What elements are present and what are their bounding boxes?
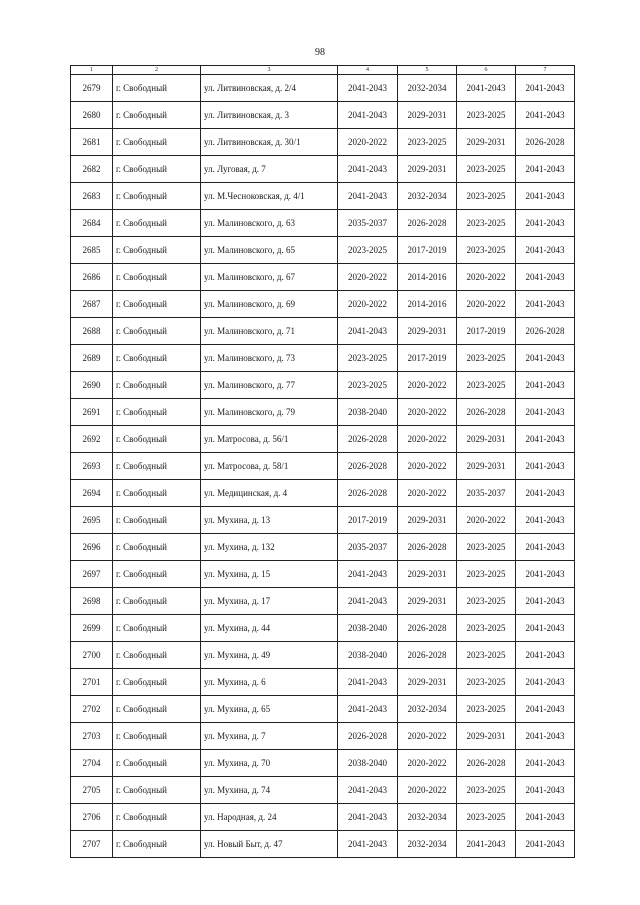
period-cell: 2020-2022	[398, 453, 457, 480]
city-cell: г. Свободный	[113, 723, 201, 750]
period-cell: 2041-2043	[457, 831, 516, 858]
address-cell: ул. Мухина, д. 7	[201, 723, 338, 750]
row-number: 2707	[71, 831, 113, 858]
period-cell: 2041-2043	[516, 264, 575, 291]
period-cell: 2023-2025	[338, 372, 398, 399]
period-cell: 2023-2025	[398, 129, 457, 156]
period-cell: 2026-2028	[516, 318, 575, 345]
period-cell: 2026-2028	[457, 399, 516, 426]
row-number: 2688	[71, 318, 113, 345]
period-cell: 2041-2043	[516, 345, 575, 372]
row-number: 2703	[71, 723, 113, 750]
period-cell: 2041-2043	[338, 669, 398, 696]
city-cell: г. Свободный	[113, 831, 201, 858]
city-cell: г. Свободный	[113, 669, 201, 696]
row-number: 2689	[71, 345, 113, 372]
city-cell: г. Свободный	[113, 75, 201, 102]
period-cell: 2023-2025	[457, 210, 516, 237]
period-cell: 2023-2025	[457, 237, 516, 264]
period-cell: 2041-2043	[516, 750, 575, 777]
city-cell: г. Свободный	[113, 102, 201, 129]
column-number: 2	[113, 66, 201, 75]
period-cell: 2041-2043	[516, 156, 575, 183]
city-cell: г. Свободный	[113, 426, 201, 453]
city-cell: г. Свободный	[113, 804, 201, 831]
row-number: 2691	[71, 399, 113, 426]
period-cell: 2041-2043	[338, 318, 398, 345]
period-cell: 2029-2031	[398, 102, 457, 129]
period-cell: 2026-2028	[338, 453, 398, 480]
city-cell: г. Свободный	[113, 210, 201, 237]
row-number: 2704	[71, 750, 113, 777]
table-row	[71, 588, 575, 615]
address-cell: ул. Мухина, д. 13	[201, 507, 338, 534]
address-cell: ул. Литвиновская, д. 30/1	[201, 129, 338, 156]
period-cell: 2020-2022	[457, 507, 516, 534]
period-cell: 2041-2043	[516, 723, 575, 750]
period-cell: 2029-2031	[398, 507, 457, 534]
period-cell: 2041-2043	[516, 102, 575, 129]
period-cell: 2017-2019	[338, 507, 398, 534]
period-cell: 2041-2043	[338, 561, 398, 588]
table-row	[71, 831, 575, 858]
period-cell: 2041-2043	[516, 831, 575, 858]
period-cell: 2041-2043	[516, 534, 575, 561]
period-cell: 2041-2043	[516, 399, 575, 426]
period-cell: 2023-2025	[457, 642, 516, 669]
period-cell: 2041-2043	[457, 75, 516, 102]
address-cell: ул. Малиновского, д. 67	[201, 264, 338, 291]
period-cell: 2041-2043	[516, 426, 575, 453]
period-cell: 2029-2031	[398, 561, 457, 588]
row-number: 2693	[71, 453, 113, 480]
period-cell: 2026-2028	[398, 534, 457, 561]
city-cell: г. Свободный	[113, 534, 201, 561]
column-number: 7	[516, 66, 575, 75]
address-cell: ул. Народная, д. 24	[201, 804, 338, 831]
period-cell: 2041-2043	[338, 183, 398, 210]
city-cell: г. Свободный	[113, 372, 201, 399]
period-cell: 2020-2022	[398, 777, 457, 804]
period-cell: 2038-2040	[338, 399, 398, 426]
period-cell: 2032-2034	[398, 183, 457, 210]
period-cell: 2041-2043	[516, 372, 575, 399]
period-cell: 2020-2022	[398, 399, 457, 426]
period-cell: 2023-2025	[457, 102, 516, 129]
table-row	[71, 291, 575, 318]
period-cell: 2041-2043	[516, 696, 575, 723]
table-row	[71, 237, 575, 264]
city-cell: г. Свободный	[113, 588, 201, 615]
address-cell: ул. Матросова, д. 58/1	[201, 453, 338, 480]
row-number: 2683	[71, 183, 113, 210]
period-cell: 2026-2028	[516, 129, 575, 156]
period-cell: 2020-2022	[398, 372, 457, 399]
address-cell: ул. Мухина, д. 6	[201, 669, 338, 696]
address-cell: ул. Матросова, д. 56/1	[201, 426, 338, 453]
address-cell: ул. Малиновского, д. 65	[201, 237, 338, 264]
period-cell: 2041-2043	[516, 804, 575, 831]
period-cell: 2026-2028	[457, 750, 516, 777]
period-cell: 2014-2016	[398, 264, 457, 291]
period-cell: 2029-2031	[457, 129, 516, 156]
city-cell: г. Свободный	[113, 750, 201, 777]
address-cell: ул. Мухина, д. 17	[201, 588, 338, 615]
period-cell: 2041-2043	[516, 75, 575, 102]
row-number: 2698	[71, 588, 113, 615]
period-cell: 2026-2028	[338, 480, 398, 507]
row-number: 2681	[71, 129, 113, 156]
row-number: 2706	[71, 804, 113, 831]
row-number: 2695	[71, 507, 113, 534]
period-cell: 2041-2043	[516, 642, 575, 669]
address-cell: ул. Малиновского, д. 69	[201, 291, 338, 318]
table-body	[71, 66, 575, 858]
period-cell: 2017-2019	[398, 345, 457, 372]
period-cell: 2041-2043	[338, 156, 398, 183]
period-cell: 2041-2043	[516, 183, 575, 210]
table-row	[71, 372, 575, 399]
address-cell: ул. Малиновского, д. 79	[201, 399, 338, 426]
city-cell: г. Свободный	[113, 642, 201, 669]
table-row	[71, 669, 575, 696]
period-cell: 2032-2034	[398, 75, 457, 102]
city-cell: г. Свободный	[113, 183, 201, 210]
period-cell: 2023-2025	[457, 804, 516, 831]
column-number: 1	[71, 66, 113, 75]
period-cell: 2023-2025	[457, 696, 516, 723]
schedule-table	[70, 65, 575, 858]
city-cell: г. Свободный	[113, 264, 201, 291]
table-row	[71, 615, 575, 642]
period-cell: 2026-2028	[338, 723, 398, 750]
row-number: 2680	[71, 102, 113, 129]
address-cell: ул. Луговая, д. 7	[201, 156, 338, 183]
address-cell: ул. Мухина, д. 44	[201, 615, 338, 642]
row-number: 2679	[71, 75, 113, 102]
period-cell: 2041-2043	[338, 75, 398, 102]
table-row	[71, 804, 575, 831]
row-number: 2697	[71, 561, 113, 588]
table-row	[71, 318, 575, 345]
period-cell: 2029-2031	[457, 453, 516, 480]
period-cell: 2020-2022	[398, 750, 457, 777]
row-number: 2694	[71, 480, 113, 507]
period-cell: 2041-2043	[516, 669, 575, 696]
table-row	[71, 345, 575, 372]
table-row	[71, 777, 575, 804]
period-cell: 2041-2043	[338, 102, 398, 129]
address-cell: ул. Мухина, д. 132	[201, 534, 338, 561]
period-cell: 2038-2040	[338, 615, 398, 642]
period-cell: 2017-2019	[457, 318, 516, 345]
table-row	[71, 156, 575, 183]
period-cell: 2020-2022	[338, 291, 398, 318]
address-cell: ул. Медицинская, д. 4	[201, 480, 338, 507]
address-cell: ул. М.Чесноковская, д. 4/1	[201, 183, 338, 210]
city-cell: г. Свободный	[113, 291, 201, 318]
row-number: 2684	[71, 210, 113, 237]
period-cell: 2029-2031	[398, 588, 457, 615]
table-row	[71, 183, 575, 210]
period-cell: 2032-2034	[398, 696, 457, 723]
address-cell: ул. Малиновского, д. 71	[201, 318, 338, 345]
period-cell: 2041-2043	[516, 777, 575, 804]
city-cell: г. Свободный	[113, 777, 201, 804]
period-cell: 2023-2025	[457, 561, 516, 588]
period-cell: 2020-2022	[398, 480, 457, 507]
period-cell: 2020-2022	[338, 129, 398, 156]
period-cell: 2020-2022	[338, 264, 398, 291]
period-cell: 2041-2043	[516, 291, 575, 318]
column-number: 4	[338, 66, 398, 75]
period-cell: 2029-2031	[398, 318, 457, 345]
column-number-row	[71, 66, 575, 75]
city-cell: г. Свободный	[113, 561, 201, 588]
address-cell: ул. Литвиновская, д. 2/4	[201, 75, 338, 102]
period-cell: 2035-2037	[457, 480, 516, 507]
period-cell: 2023-2025	[457, 372, 516, 399]
row-number: 2702	[71, 696, 113, 723]
period-cell: 2035-2037	[338, 534, 398, 561]
period-cell: 2041-2043	[516, 237, 575, 264]
table-row	[71, 642, 575, 669]
period-cell: 2017-2019	[398, 237, 457, 264]
address-cell: ул. Мухина, д. 70	[201, 750, 338, 777]
period-cell: 2023-2025	[457, 669, 516, 696]
city-cell: г. Свободный	[113, 129, 201, 156]
table-row	[71, 696, 575, 723]
period-cell: 2041-2043	[516, 588, 575, 615]
period-cell: 2041-2043	[516, 480, 575, 507]
period-cell: 2041-2043	[338, 696, 398, 723]
address-cell: ул. Мухина, д. 49	[201, 642, 338, 669]
period-cell: 2035-2037	[338, 210, 398, 237]
row-number: 2692	[71, 426, 113, 453]
table-row	[71, 561, 575, 588]
city-cell: г. Свободный	[113, 156, 201, 183]
period-cell: 2041-2043	[338, 831, 398, 858]
row-number: 2685	[71, 237, 113, 264]
period-cell: 2026-2028	[398, 642, 457, 669]
row-number: 2705	[71, 777, 113, 804]
column-number: 6	[457, 66, 516, 75]
period-cell: 2023-2025	[457, 345, 516, 372]
period-cell: 2041-2043	[338, 804, 398, 831]
row-number: 2686	[71, 264, 113, 291]
address-cell: ул. Литвиновская, д. 3	[201, 102, 338, 129]
period-cell: 2029-2031	[457, 723, 516, 750]
address-cell: ул. Малиновского, д. 63	[201, 210, 338, 237]
address-cell: ул. Мухина, д. 65	[201, 696, 338, 723]
period-cell: 2023-2025	[457, 615, 516, 642]
column-number: 5	[398, 66, 457, 75]
period-cell: 2020-2022	[398, 426, 457, 453]
period-cell: 2026-2028	[398, 615, 457, 642]
period-cell: 2038-2040	[338, 750, 398, 777]
table-row	[71, 480, 575, 507]
period-cell: 2014-2016	[398, 291, 457, 318]
period-cell: 2020-2022	[398, 723, 457, 750]
table-row	[71, 723, 575, 750]
period-cell: 2023-2025	[338, 345, 398, 372]
table-row	[71, 210, 575, 237]
row-number: 2696	[71, 534, 113, 561]
city-cell: г. Свободный	[113, 237, 201, 264]
table-row	[71, 129, 575, 156]
period-cell: 2020-2022	[457, 291, 516, 318]
city-cell: г. Свободный	[113, 453, 201, 480]
row-number: 2687	[71, 291, 113, 318]
period-cell: 2023-2025	[457, 777, 516, 804]
row-number: 2701	[71, 669, 113, 696]
period-cell: 2041-2043	[516, 615, 575, 642]
period-cell: 2032-2034	[398, 831, 457, 858]
city-cell: г. Свободный	[113, 507, 201, 534]
period-cell: 2029-2031	[398, 669, 457, 696]
table-row	[71, 264, 575, 291]
row-number: 2690	[71, 372, 113, 399]
column-number: 3	[201, 66, 338, 75]
table-row	[71, 102, 575, 129]
period-cell: 2041-2043	[338, 588, 398, 615]
table-row	[71, 453, 575, 480]
table-row	[71, 426, 575, 453]
period-cell: 2023-2025	[457, 588, 516, 615]
period-cell: 2026-2028	[338, 426, 398, 453]
period-cell: 2041-2043	[516, 507, 575, 534]
period-cell: 2023-2025	[457, 183, 516, 210]
city-cell: г. Свободный	[113, 318, 201, 345]
city-cell: г. Свободный	[113, 615, 201, 642]
city-cell: г. Свободный	[113, 345, 201, 372]
period-cell: 2023-2025	[457, 156, 516, 183]
city-cell: г. Свободный	[113, 399, 201, 426]
address-cell: ул. Новый Быт, д. 47	[201, 831, 338, 858]
city-cell: г. Свободный	[113, 696, 201, 723]
period-cell: 2032-2034	[398, 804, 457, 831]
address-cell: ул. Мухина, д. 74	[201, 777, 338, 804]
address-cell: ул. Мухина, д. 15	[201, 561, 338, 588]
period-cell: 2029-2031	[457, 426, 516, 453]
period-cell: 2038-2040	[338, 642, 398, 669]
address-cell: ул. Малиновского, д. 73	[201, 345, 338, 372]
row-number: 2699	[71, 615, 113, 642]
period-cell: 2029-2031	[398, 156, 457, 183]
table-row	[71, 750, 575, 777]
period-cell: 2041-2043	[338, 777, 398, 804]
table-row	[71, 75, 575, 102]
row-number: 2700	[71, 642, 113, 669]
period-cell: 2041-2043	[516, 561, 575, 588]
table-row	[71, 534, 575, 561]
period-cell: 2023-2025	[457, 534, 516, 561]
row-number: 2682	[71, 156, 113, 183]
period-cell: 2023-2025	[338, 237, 398, 264]
page-number: 98	[315, 47, 325, 58]
table-row	[71, 399, 575, 426]
period-cell: 2026-2028	[398, 210, 457, 237]
table-row	[71, 507, 575, 534]
city-cell: г. Свободный	[113, 480, 201, 507]
period-cell: 2020-2022	[457, 264, 516, 291]
period-cell: 2041-2043	[516, 453, 575, 480]
address-cell: ул. Малиновского, д. 77	[201, 372, 338, 399]
period-cell: 2041-2043	[516, 210, 575, 237]
